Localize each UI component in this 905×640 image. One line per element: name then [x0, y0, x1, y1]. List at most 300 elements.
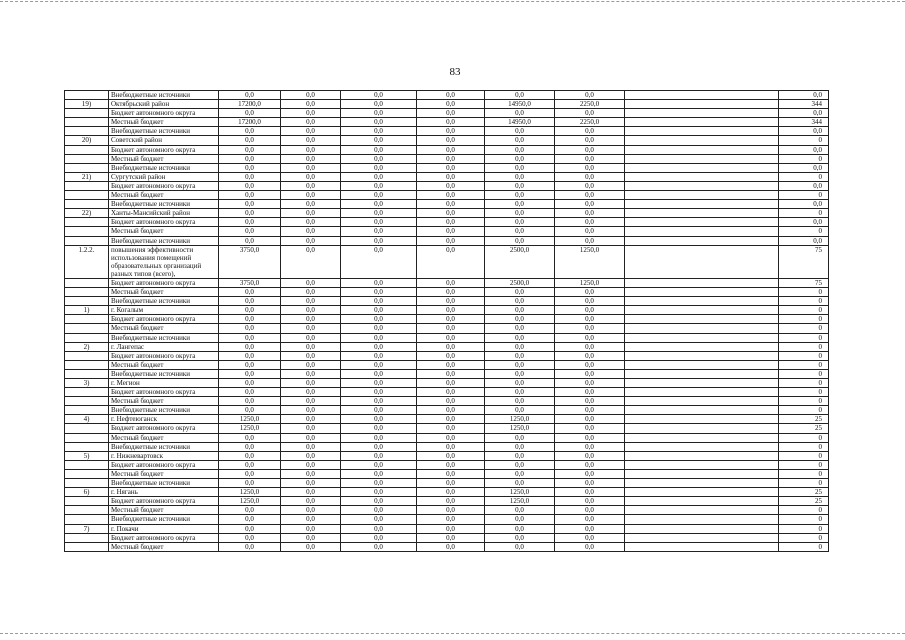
cell-value-col-4: 0,0: [417, 315, 485, 324]
cell-item-name: Бюджет автономного округа: [109, 181, 219, 190]
cell-value-col-3: 0,0: [341, 109, 417, 118]
table-row: [65, 369, 829, 378]
table-row: [65, 433, 829, 442]
cell-value-col-6: 0,0: [555, 415, 625, 424]
table-row: [65, 388, 829, 397]
cell-value-col-4: 0,0: [417, 415, 485, 424]
table-row: [65, 442, 829, 451]
cell-note: [625, 227, 779, 236]
cell-value-col-4: 0,0: [417, 369, 485, 378]
cell-value-col-4: 0,0: [417, 442, 485, 451]
cell-value-col-3: 0,0: [341, 342, 417, 351]
cell-value-col-5: 0,0: [485, 236, 555, 245]
cell-value-col-5: 0,0: [485, 333, 555, 342]
cell-item-number: [65, 163, 109, 172]
cell-value-col-2: 0,0: [281, 433, 341, 442]
cell-value-col-2: 0,0: [281, 191, 341, 200]
cell-value-col-6: 0,0: [555, 91, 625, 100]
cell-item-name: Внебюджетные источники: [109, 236, 219, 245]
cell-value-col-6: 0,0: [555, 324, 625, 333]
cell-item-number: [65, 469, 109, 478]
cell-value-col-6: 0,0: [555, 288, 625, 297]
cell-item-number: 4): [65, 415, 109, 424]
cell-total-value: 0,0: [219, 315, 281, 324]
cell-note: [625, 297, 779, 306]
cell-note: [625, 136, 779, 145]
cell-value-col-3: 0,0: [341, 278, 417, 287]
cell-value-col-5: 0,0: [485, 154, 555, 163]
cell-indicator-value: 0: [779, 515, 829, 524]
cell-note: [625, 406, 779, 415]
table-row: [65, 118, 829, 127]
table-row: [65, 379, 829, 388]
cell-value-col-3: 0,0: [341, 533, 417, 542]
cell-item-number: 20): [65, 136, 109, 145]
cell-item-name: Внебюджетные источники: [109, 479, 219, 488]
cell-item-number: [65, 515, 109, 524]
cell-indicator-value: 0: [779, 379, 829, 388]
cell-item-number: 22): [65, 209, 109, 218]
cell-value-col-6: 0,0: [555, 200, 625, 209]
cell-value-col-2: 0,0: [281, 91, 341, 100]
cell-value-col-2: 0,0: [281, 497, 341, 506]
cell-total-value: 0,0: [219, 172, 281, 181]
cell-item-name: Бюджет автономного округа: [109, 145, 219, 154]
cell-note: [625, 118, 779, 127]
cell-value-col-6: 0,0: [555, 227, 625, 236]
cell-item-name: г. Нефтеюганск: [109, 415, 219, 424]
cell-item-name: Местный бюджет: [109, 397, 219, 406]
cell-value-col-6: 0,0: [555, 524, 625, 533]
cell-value-col-2: 0,0: [281, 315, 341, 324]
cell-value-col-2: 0,0: [281, 324, 341, 333]
cell-value-col-4: 0,0: [417, 460, 485, 469]
cell-total-value: 0,0: [219, 433, 281, 442]
cell-value-col-3: 0,0: [341, 333, 417, 342]
cell-value-col-6: 0,0: [555, 163, 625, 172]
cell-value-col-6: 0,0: [555, 333, 625, 342]
cell-value-col-5: 2500,0: [485, 278, 555, 287]
cell-indicator-value: 0,0: [779, 109, 829, 118]
cell-indicator-value: 344: [779, 100, 829, 109]
cell-value-col-2: 0,0: [281, 278, 341, 287]
cell-item-number: [65, 542, 109, 551]
cell-note: [625, 533, 779, 542]
cell-value-col-2: 0,0: [281, 288, 341, 297]
table-row: [65, 315, 829, 324]
cell-note: [625, 351, 779, 360]
cell-item-number: [65, 181, 109, 190]
cell-value-col-4: 0,0: [417, 154, 485, 163]
cell-note: [625, 278, 779, 287]
cell-note: [625, 333, 779, 342]
cell-total-value: 0,0: [219, 351, 281, 360]
cell-item-name: Местный бюджет: [109, 154, 219, 163]
cell-value-col-5: 0,0: [485, 460, 555, 469]
cell-value-col-5: 0,0: [485, 433, 555, 442]
cell-value-col-3: 0,0: [341, 154, 417, 163]
cell-item-number: [65, 227, 109, 236]
cell-item-name: Внебюджетные источники: [109, 406, 219, 415]
cell-total-value: 0,0: [219, 218, 281, 227]
cell-value-col-5: 0,0: [485, 388, 555, 397]
cell-note: [625, 415, 779, 424]
cell-indicator-value: 25: [779, 497, 829, 506]
cell-value-col-2: 0,0: [281, 172, 341, 181]
cell-value-col-3: 0,0: [341, 506, 417, 515]
cell-indicator-value: 0: [779, 542, 829, 551]
cell-value-col-6: 0,0: [555, 442, 625, 451]
cell-value-col-4: 0,0: [417, 342, 485, 351]
cell-value-col-5: 0,0: [485, 451, 555, 460]
cell-value-col-6: 0,0: [555, 479, 625, 488]
cell-value-col-4: 0,0: [417, 479, 485, 488]
cell-value-col-4: 0,0: [417, 100, 485, 109]
cell-value-col-3: 0,0: [341, 236, 417, 245]
cell-note: [625, 172, 779, 181]
cell-total-value: 0,0: [219, 109, 281, 118]
cell-item-number: 2): [65, 342, 109, 351]
cell-value-col-5: 0,0: [485, 406, 555, 415]
cell-value-col-6: 0,0: [555, 236, 625, 245]
cell-value-col-2: 0,0: [281, 100, 341, 109]
cell-note: [625, 451, 779, 460]
cell-value-col-5: 0,0: [485, 181, 555, 190]
cell-total-value: 0,0: [219, 154, 281, 163]
cell-value-col-2: 0,0: [281, 469, 341, 478]
cell-value-col-2: 0,0: [281, 460, 341, 469]
cell-item-name: Внебюджетные источники: [109, 297, 219, 306]
cell-indicator-value: 0: [779, 172, 829, 181]
cell-note: [625, 424, 779, 433]
cell-item-name: Ханты-Мансийский район: [109, 209, 219, 218]
cell-value-col-4: 0,0: [417, 397, 485, 406]
cell-total-value: 1250,0: [219, 488, 281, 497]
cell-total-value: 0,0: [219, 236, 281, 245]
cell-item-number: [65, 333, 109, 342]
cell-value-col-3: 0,0: [341, 100, 417, 109]
cell-value-col-4: 0,0: [417, 200, 485, 209]
cell-value-col-3: 0,0: [341, 245, 417, 278]
cell-value-col-5: 0,0: [485, 163, 555, 172]
cell-item-number: 1.2.2.: [65, 245, 109, 278]
cell-total-value: 0,0: [219, 191, 281, 200]
cell-item-number: [65, 506, 109, 515]
cell-value-col-6: 2250,0: [555, 118, 625, 127]
cell-item-name: Советский район: [109, 136, 219, 145]
cell-value-col-3: 0,0: [341, 315, 417, 324]
cell-value-col-5: 0,0: [485, 351, 555, 360]
cell-value-col-2: 0,0: [281, 209, 341, 218]
cell-total-value: 0,0: [219, 360, 281, 369]
cell-value-col-3: 0,0: [341, 388, 417, 397]
cell-total-value: 0,0: [219, 163, 281, 172]
cell-value-col-6: 0,0: [555, 506, 625, 515]
cell-indicator-value: 0,0: [779, 200, 829, 209]
cell-total-value: 1250,0: [219, 497, 281, 506]
cell-value-col-5: 0,0: [485, 218, 555, 227]
cell-value-col-5: 0,0: [485, 515, 555, 524]
cell-value-col-3: 0,0: [341, 200, 417, 209]
cell-value-col-3: 0,0: [341, 191, 417, 200]
cell-value-col-6: 0,0: [555, 433, 625, 442]
cell-note: [625, 388, 779, 397]
cell-total-value: 1250,0: [219, 415, 281, 424]
cell-value-col-3: 0,0: [341, 469, 417, 478]
cell-note: [625, 245, 779, 278]
cell-value-col-5: 1250,0: [485, 488, 555, 497]
cell-item-number: [65, 127, 109, 136]
cell-value-col-5: 0,0: [485, 397, 555, 406]
table-row: [65, 360, 829, 369]
cell-total-value: 0,0: [219, 181, 281, 190]
cell-note: [625, 369, 779, 378]
cell-value-col-4: 0,0: [417, 191, 485, 200]
cell-value-col-4: 0,0: [417, 136, 485, 145]
cell-total-value: 0,0: [219, 297, 281, 306]
cell-value-col-3: 0,0: [341, 397, 417, 406]
cell-note: [625, 191, 779, 200]
cell-item-number: 7): [65, 524, 109, 533]
cell-item-number: [65, 442, 109, 451]
cell-total-value: 0,0: [219, 91, 281, 100]
cell-item-name: Внебюджетные источники: [109, 369, 219, 378]
table-row: [65, 109, 829, 118]
cell-indicator-value: 0: [779, 388, 829, 397]
cell-item-name: Бюджет автономного округа: [109, 315, 219, 324]
table-row: [65, 91, 829, 100]
cell-value-col-2: 0,0: [281, 109, 341, 118]
cell-item-name: Внебюджетные источники: [109, 333, 219, 342]
cell-value-col-4: 0,0: [417, 245, 485, 278]
table-row: [65, 342, 829, 351]
cell-value-col-3: 0,0: [341, 118, 417, 127]
cell-item-number: [65, 369, 109, 378]
cell-item-number: [65, 278, 109, 287]
cell-value-col-6: 0,0: [555, 379, 625, 388]
cell-indicator-value: 0: [779, 451, 829, 460]
cell-value-col-3: 0,0: [341, 360, 417, 369]
cell-note: [625, 379, 779, 388]
cell-value-col-5: 0,0: [485, 297, 555, 306]
page-number: 83: [449, 66, 461, 78]
cell-note: [625, 181, 779, 190]
cell-indicator-value: 0: [779, 479, 829, 488]
cell-value-col-4: 0,0: [417, 288, 485, 297]
cell-item-number: [65, 191, 109, 200]
cell-note: [625, 315, 779, 324]
cell-item-number: [65, 424, 109, 433]
cell-total-value: 3750,0: [219, 278, 281, 287]
table-row: [65, 497, 829, 506]
cell-indicator-value: 0,0: [779, 218, 829, 227]
cell-value-col-4: 0,0: [417, 424, 485, 433]
cell-total-value: 0,0: [219, 506, 281, 515]
cell-value-col-6: 0,0: [555, 109, 625, 118]
cell-value-col-6: 1250,0: [555, 278, 625, 287]
cell-indicator-value: 0: [779, 333, 829, 342]
cell-indicator-value: 0: [779, 154, 829, 163]
cell-note: [625, 306, 779, 315]
cell-note: [625, 163, 779, 172]
cell-value-col-3: 0,0: [341, 497, 417, 506]
table-row: [65, 306, 829, 315]
cell-value-col-4: 0,0: [417, 227, 485, 236]
cell-total-value: 0,0: [219, 542, 281, 551]
cell-item-number: 19): [65, 100, 109, 109]
page-edge-bottom: [0, 633, 905, 634]
cell-value-col-5: 0,0: [485, 200, 555, 209]
cell-item-number: [65, 288, 109, 297]
cell-value-col-2: 0,0: [281, 415, 341, 424]
table-row: [65, 506, 829, 515]
cell-value-col-6: 0,0: [555, 342, 625, 351]
cell-total-value: 0,0: [219, 369, 281, 378]
budget-table: [64, 90, 829, 552]
cell-item-name: г. Мегион: [109, 379, 219, 388]
cell-value-col-4: 0,0: [417, 91, 485, 100]
cell-indicator-value: 0: [779, 136, 829, 145]
cell-value-col-6: 0,0: [555, 388, 625, 397]
cell-value-col-4: 0,0: [417, 278, 485, 287]
table-row: [65, 145, 829, 154]
cell-value-col-2: 0,0: [281, 163, 341, 172]
cell-value-col-4: 0,0: [417, 533, 485, 542]
cell-value-col-3: 0,0: [341, 288, 417, 297]
cell-item-name: Местный бюджет: [109, 433, 219, 442]
cell-note: [625, 288, 779, 297]
cell-note: [625, 236, 779, 245]
cell-total-value: 17200,0: [219, 118, 281, 127]
cell-total-value: 0,0: [219, 288, 281, 297]
cell-total-value: 1250,0: [219, 424, 281, 433]
cell-value-col-5: 1250,0: [485, 415, 555, 424]
cell-item-number: [65, 91, 109, 100]
table-row: [65, 451, 829, 460]
cell-note: [625, 515, 779, 524]
cell-value-col-5: 14950,0: [485, 118, 555, 127]
cell-note: [625, 100, 779, 109]
table-row: [65, 424, 829, 433]
cell-value-col-6: 0,0: [555, 351, 625, 360]
cell-value-col-2: 0,0: [281, 533, 341, 542]
cell-note: [625, 479, 779, 488]
cell-value-col-2: 0,0: [281, 488, 341, 497]
cell-indicator-value: 0,0: [779, 91, 829, 100]
cell-indicator-value: 0,0: [779, 127, 829, 136]
cell-indicator-value: 0: [779, 406, 829, 415]
table-row: [65, 127, 829, 136]
cell-value-col-5: 0,0: [485, 324, 555, 333]
cell-item-number: [65, 236, 109, 245]
cell-total-value: 0,0: [219, 200, 281, 209]
cell-value-col-4: 0,0: [417, 333, 485, 342]
cell-value-col-5: 0,0: [485, 524, 555, 533]
cell-total-value: 0,0: [219, 209, 281, 218]
cell-value-col-4: 0,0: [417, 469, 485, 478]
cell-value-col-6: 0,0: [555, 397, 625, 406]
cell-note: [625, 218, 779, 227]
cell-value-col-4: 0,0: [417, 497, 485, 506]
cell-indicator-value: 0: [779, 297, 829, 306]
cell-value-col-5: 0,0: [485, 360, 555, 369]
cell-item-name: Бюджет автономного округа: [109, 388, 219, 397]
cell-value-col-3: 0,0: [341, 227, 417, 236]
cell-item-name: Внебюджетные источники: [109, 91, 219, 100]
table-row: [65, 288, 829, 297]
cell-value-col-5: 0,0: [485, 506, 555, 515]
cell-note: [625, 324, 779, 333]
cell-value-col-4: 0,0: [417, 236, 485, 245]
cell-total-value: 3750,0: [219, 245, 281, 278]
cell-value-col-6: 0,0: [555, 218, 625, 227]
cell-item-number: [65, 397, 109, 406]
cell-item-name: Сургутский район: [109, 172, 219, 181]
table-row: [65, 415, 829, 424]
cell-indicator-value: 0,0: [779, 236, 829, 245]
cell-indicator-value: 0: [779, 306, 829, 315]
table-row: [65, 324, 829, 333]
cell-item-name: Внебюджетные источники: [109, 163, 219, 172]
cell-item-name: Местный бюджет: [109, 288, 219, 297]
cell-item-number: [65, 109, 109, 118]
cell-item-name: г. Когалым: [109, 306, 219, 315]
cell-value-col-2: 0,0: [281, 397, 341, 406]
cell-note: [625, 209, 779, 218]
cell-value-col-2: 0,0: [281, 360, 341, 369]
cell-value-col-3: 0,0: [341, 306, 417, 315]
cell-note: [625, 469, 779, 478]
cell-value-col-2: 0,0: [281, 227, 341, 236]
table-row: [65, 218, 829, 227]
cell-item-number: [65, 479, 109, 488]
cell-value-col-2: 0,0: [281, 118, 341, 127]
cell-note: [625, 460, 779, 469]
cell-value-col-5: 0,0: [485, 469, 555, 478]
cell-value-col-6: 0,0: [555, 424, 625, 433]
cell-item-name: Местный бюджет: [109, 118, 219, 127]
table-row: [65, 200, 829, 209]
cell-item-number: [65, 145, 109, 154]
cell-note: [625, 442, 779, 451]
cell-item-number: [65, 388, 109, 397]
cell-item-name: г. Нижневартовск: [109, 451, 219, 460]
cell-value-col-2: 0,0: [281, 406, 341, 415]
cell-total-value: 0,0: [219, 127, 281, 136]
cell-total-value: 0,0: [219, 406, 281, 415]
cell-item-number: [65, 406, 109, 415]
cell-item-number: [65, 200, 109, 209]
cell-value-col-5: 0,0: [485, 342, 555, 351]
cell-value-col-2: 0,0: [281, 297, 341, 306]
cell-value-col-3: 0,0: [341, 542, 417, 551]
cell-value-col-5: 0,0: [485, 145, 555, 154]
cell-value-col-2: 0,0: [281, 218, 341, 227]
cell-item-name: Бюджет автономного округа: [109, 218, 219, 227]
cell-value-col-3: 0,0: [341, 351, 417, 360]
cell-value-col-5: 0,0: [485, 127, 555, 136]
cell-value-col-4: 0,0: [417, 145, 485, 154]
cell-item-name: Внебюджетные источники: [109, 200, 219, 209]
cell-value-col-2: 0,0: [281, 515, 341, 524]
cell-total-value: 0,0: [219, 227, 281, 236]
cell-value-col-6: 0,0: [555, 127, 625, 136]
cell-value-col-2: 0,0: [281, 379, 341, 388]
cell-value-col-2: 0,0: [281, 136, 341, 145]
cell-item-name: г. Лангепас: [109, 342, 219, 351]
cell-note: [625, 145, 779, 154]
cell-note: [625, 109, 779, 118]
